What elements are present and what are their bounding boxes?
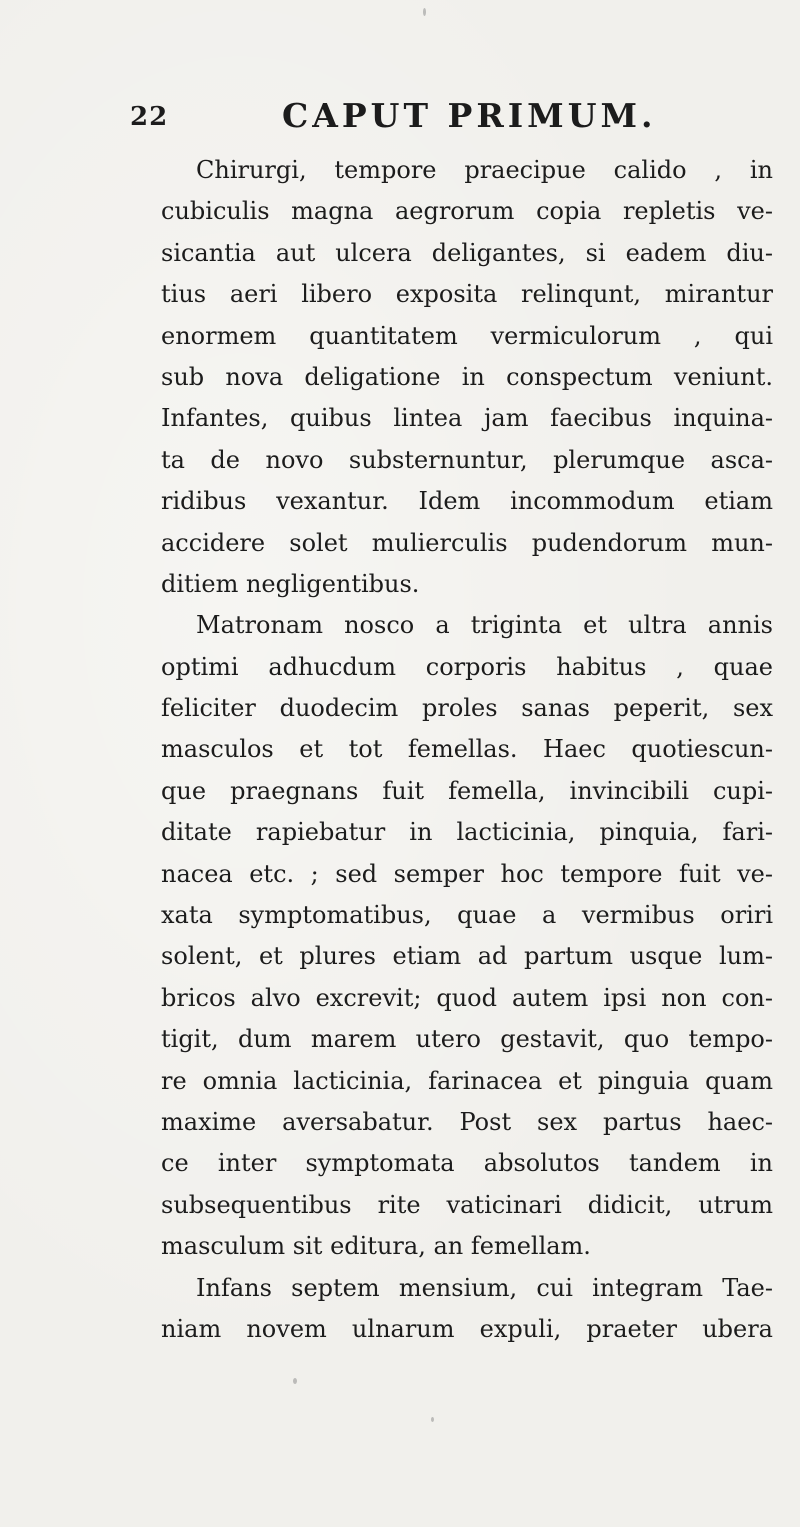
text-line: solent, et plures etiam ad partum usque lum- <box>161 942 773 971</box>
ink-speck <box>431 1417 434 1422</box>
text-line: Chirurgi, tempore praecipue calido , in <box>196 156 773 184</box>
text-line: nacea etc. ; sed semper hoc tempore fuit ve- <box>161 859 773 888</box>
page-header <box>130 96 770 142</box>
text-line: subsequentibus rite vaticinari didicit, utrum <box>161 1190 773 1219</box>
text-line: ditiem negligentibus. <box>161 569 420 598</box>
text-line: que praegnans fuit femella, invincibili cupi- <box>161 776 773 805</box>
text-line: bricos alvo excrevit; quod autem ipsi non con- <box>161 983 773 1012</box>
paragraph-3 <box>161 1268 773 1351</box>
text-line: re omnia lacticinia, farinacea et pinguia quam <box>161 1066 773 1095</box>
text-line: Matronam nosco a triginta et ultra annis <box>196 611 773 640</box>
running-head: CAPUT PRIMUM. <box>282 96 657 135</box>
text-line: enormem quantitatem vermiculorum , qui <box>161 321 773 350</box>
text-line: tius aeri libero exposita relinqunt, mirantur <box>161 280 773 309</box>
text-line: ta de novo substernuntur, plerumque asca- <box>161 445 773 474</box>
paragraph-1 <box>161 150 773 605</box>
text-line: Infantes, quibus lintea jam faecibus inquina- <box>161 404 773 433</box>
text-line: accidere solet mulierculis pudendorum mun- <box>161 528 773 557</box>
ink-speck <box>423 8 426 16</box>
paragraph-2 <box>161 605 773 1267</box>
text-line: ridibus vexantur. Idem incommodum etiam <box>161 487 773 516</box>
text-line: maxime aversabatur. Post sex partus haec- <box>161 1107 773 1136</box>
text-line: cubiculis magna aegrorum copia repletis ve- <box>161 197 773 226</box>
body-text <box>161 150 773 1350</box>
text-line: niam novem ulnarum expuli, praeter ubera <box>161 1314 773 1343</box>
text-line: optimi adhucdum corporis habitus , quae <box>161 652 773 681</box>
text-line: xata symptomatibus, quae a vermibus oriri <box>161 901 773 930</box>
text-line: sicantia aut ulcera deligantes, si eadem diu- <box>161 238 773 267</box>
text-line: masculos et tot femellas. Haec quotiescun- <box>161 735 773 764</box>
ink-speck <box>293 1378 297 1384</box>
text-line: masculum sit editura, an femellam. <box>161 1232 591 1261</box>
text-line: tigit, dum marem utero gestavit, quo tempo- <box>161 1025 773 1054</box>
page-number: 22 <box>130 102 169 132</box>
text-line: Infans septem mensium, cui integram Tae- <box>196 1273 773 1302</box>
text-line: ce inter symptomata absolutos tandem in <box>161 1149 773 1178</box>
text-line: sub nova deligatione in conspectum veniunt. <box>161 362 773 391</box>
text-line: ditate rapiebatur in lacticinia, pinquia, fari- <box>161 818 773 847</box>
text-line: feliciter duodecim proles sanas peperit, sex <box>161 694 773 723</box>
